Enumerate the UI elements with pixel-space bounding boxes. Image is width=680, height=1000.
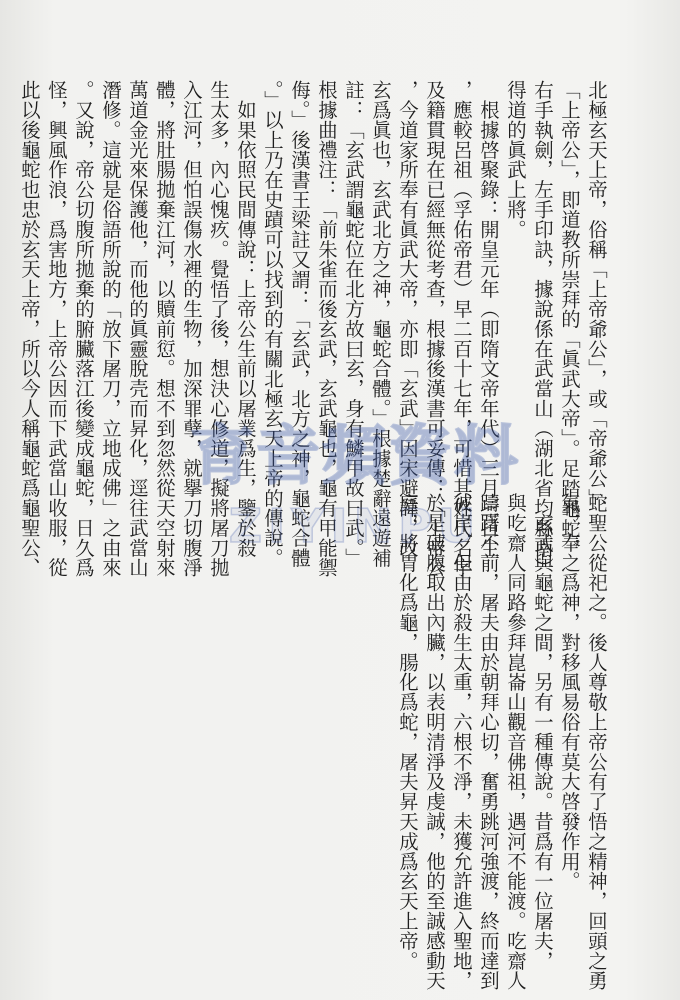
text-column-16: 入江河，但怕誤傷水裡的生物，加深罪孽，就擧刀切腹淨 [180, 80, 203, 578]
watermark-latin-text: ZIYINPU [228, 499, 482, 553]
text-column-5: 根據啓聚錄：開皇元年（即隋文帝年代）三月三日生 [477, 80, 500, 558]
text-column-1: 北極玄天上帝，俗稱「上帝爺公」，或「帝爺公」、 [585, 80, 608, 519]
text-column-11: 根據曲禮注：「前朱雀而後玄武，玄武龜也，龜有甲能禦 [315, 80, 338, 578]
text-column-30: 庭，將胃化爲龜，腸化爲蛇，屠夫昇天成爲玄天上帝。 [396, 493, 419, 971]
text-column-23: 蛇聖公從祀之。後人尊敬上帝公有了悟之精神，回頭之勇 [585, 493, 608, 991]
text-column-13: 。」以上乃在史蹟可以找到的有關北極玄天上帝的傳說。 [261, 80, 284, 568]
text-column-22: 此以後龜蛇也忠於玄天上帝，所以今人稱龜蛇爲龜聖公、 [18, 80, 41, 578]
text-column-19: 潛修。這就是俗語所說的「放下屠刀，立地成佛」之由來 [99, 80, 122, 578]
text-column-3: 右手執劍，左手印訣，據說係在武當山（湖北省均縣南） [531, 80, 554, 578]
text-column-29: 於是破腹取出內臟，以表明清淨及虔誠，他的至誠感動天 [423, 493, 446, 991]
text-column-21: 怪，興風作浪，爲害地方，上帝公因而下武當山收服，從 [45, 80, 68, 578]
text-column-18: 萬道金光來保護他，而他的眞靈脫壳而昇化，逕往武當山 [126, 80, 149, 578]
text-column-10: 註：「玄武謂龜蛇位在北方故曰玄，身有鱗甲故曰武。」 [342, 80, 365, 568]
watermark-chinese-text: 育音頻資料 [190, 420, 520, 494]
text-column-24: 氣，奉之爲神，對移風易俗有莫大啓發作用。 [558, 493, 581, 891]
text-column-7: 及籍貫現在已經無從考查，根據後漢書可妥傳：「上帝公 [423, 80, 446, 578]
text-column-9: 玄爲眞也，玄武北方之神，龜蛇合體。」根據楚辭遠遊補 [369, 80, 392, 568]
text-column-14: 如果依照民間傳說：上帝公生前以屠業爲生，鑒於殺 [234, 80, 257, 558]
text-column-17: 體，將肚腸拋棄江河，以贖前愆。想不到忽然從天空射來 [153, 80, 176, 578]
text-column-2: 「上帝公」，即道教所崇拜的「眞武大帝」。足踏龜蛇， [558, 80, 581, 559]
text-column-4: 得道的眞武上將。 [504, 80, 527, 240]
text-column-27: 躊躇不前，屠夫由於朝拜心切，奮勇跳河強渡，終而達到 [477, 493, 500, 991]
text-column-28: 彼岸，但由於殺生太重，六根不淨，未獲允許進入聖地， [450, 493, 473, 991]
text-column-20: 。又說，帝公切腹所拋棄的腑臟落江後變成龜蛇，日久爲 [72, 80, 95, 578]
text-column-12: 侮。」後漢書王梁註又謂：「玄武，北方之神，龜蛇合體 [288, 80, 311, 568]
text-column-25: 玄武與龜蛇之間，另有一種傳說。昔爲有一位屠夫， [531, 493, 554, 971]
text-column-6: ，應較呂祖（孚佑帝君）早二百十七年，可惜其姓氏名字 [450, 80, 473, 578]
text-column-8: ，今道家所奉有眞武大帝，亦即「玄武」因宋避諱，改 [396, 80, 419, 558]
text-column-26: 與吃齋人同路參拜崑崙山觀音佛祖，遇河不能渡。吃齋人 [504, 493, 527, 991]
text-column-15: 生太多，內心愧疚。覺悟了後，想決心修道，擬將屠刀拋 [207, 80, 230, 578]
